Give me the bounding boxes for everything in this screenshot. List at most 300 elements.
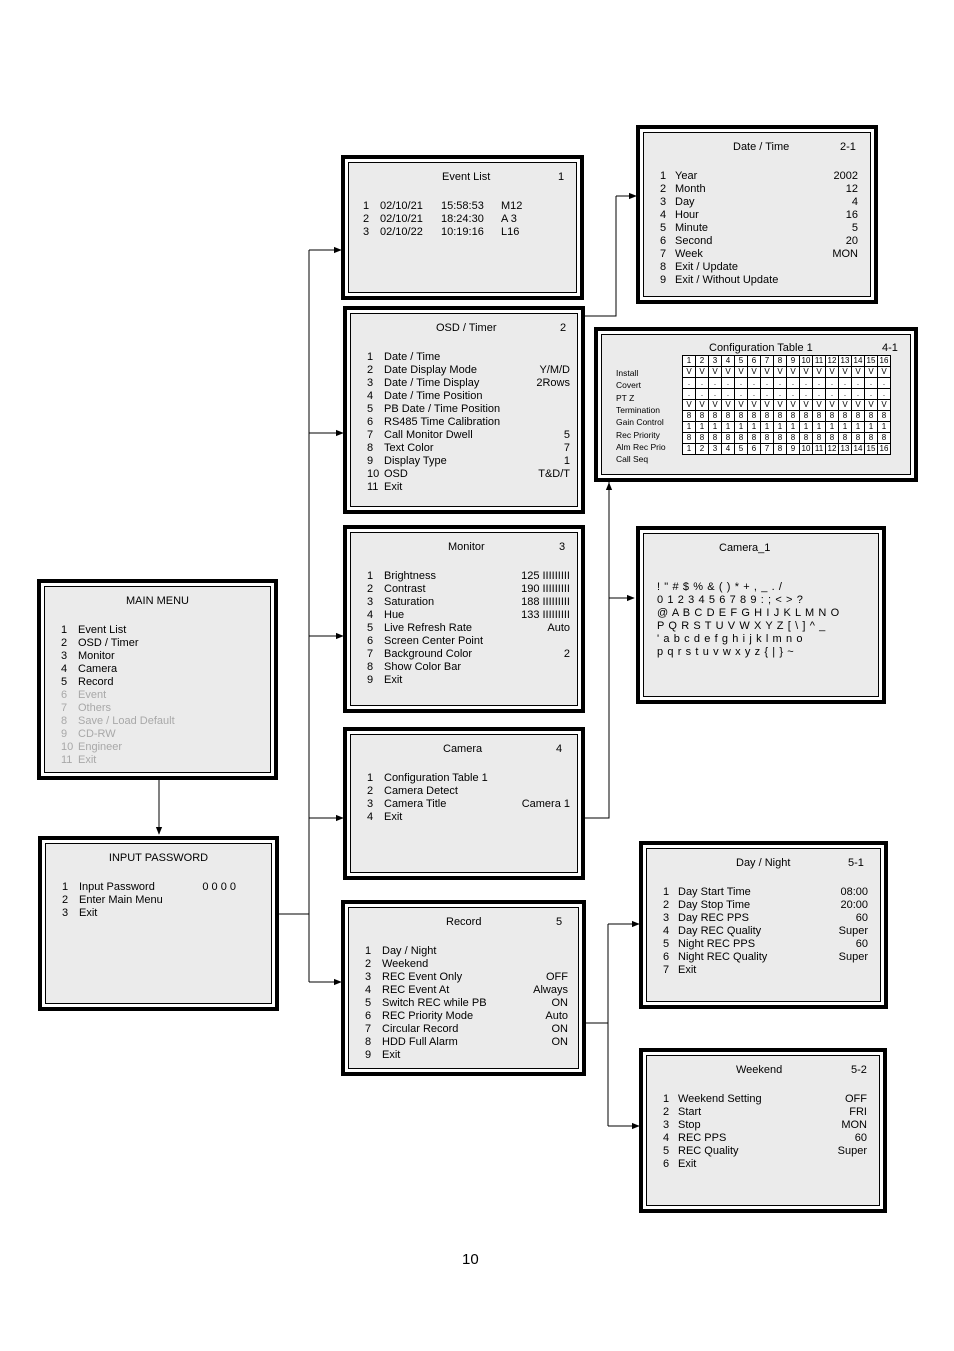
monitor-panel <box>343 525 585 713</box>
config-cell: 8 <box>839 411 852 422</box>
config-cell: 8 <box>774 433 787 444</box>
config-header-cell: 14 <box>852 356 865 367</box>
menu-item <box>663 951 868 964</box>
menu-item-label: Exit <box>79 907 98 919</box>
config-cell: . <box>735 378 748 389</box>
menu-item <box>365 945 568 958</box>
config-table-panel <box>594 327 918 482</box>
config-cell: 8 <box>748 433 761 444</box>
config-cell: 1 <box>839 422 852 433</box>
config-cell: 8 <box>826 411 839 422</box>
config-cell: 1 <box>800 422 813 433</box>
config-cell: . <box>722 378 735 389</box>
menu-item-value: OFF <box>546 971 568 983</box>
menu-item-label: Screen Center Point <box>384 635 484 647</box>
menu-item-value: ON <box>551 1036 568 1048</box>
menu-item-value: MON <box>832 248 858 260</box>
config-cell: . <box>878 378 891 389</box>
menu-item-label: REC Event At <box>382 984 450 996</box>
menu-item-number: 10 <box>367 468 380 480</box>
character-row: ! " # $ % & ( ) * + , _ . / <box>657 581 783 593</box>
config-cell: 8 <box>878 411 891 422</box>
config-cell: 11 <box>813 444 826 455</box>
menu-item-value: 5 <box>563 429 570 441</box>
menu-item <box>61 715 245 728</box>
panel-page-number: 5-1 <box>848 857 864 869</box>
menu-item-number: 3 <box>367 798 374 810</box>
input-password-panel <box>38 836 279 1011</box>
menu-item <box>367 429 570 442</box>
menu-item-value: 0 0 0 0 <box>202 881 236 893</box>
menu-item-value: 60 <box>855 912 868 924</box>
config-cell: 1 <box>683 444 696 455</box>
menu-item <box>367 377 570 390</box>
menu-item-value: Super <box>837 1145 867 1157</box>
menu-item-value: ON <box>551 1023 568 1035</box>
menu-item <box>663 1106 867 1119</box>
panel-page-number: 1 <box>558 171 565 183</box>
menu-item-value: 08:00 <box>840 886 868 898</box>
menu-item-value: 2Rows <box>536 377 570 389</box>
menu-item-label: Brightness <box>384 570 436 582</box>
menu-item-label: Weekend <box>382 958 429 970</box>
config-cell: . <box>761 378 774 389</box>
panel-page-number: 5-2 <box>851 1064 867 1076</box>
config-cell: 1 <box>852 422 865 433</box>
config-cell: 8 <box>748 411 761 422</box>
config-cell: V <box>761 367 774 378</box>
config-cell: 3 <box>709 444 722 455</box>
menu-item-label: Minute <box>675 222 709 234</box>
menu-item-value: 16 <box>845 209 858 221</box>
config-cell: 6 <box>748 444 761 455</box>
menu-item-number: 8 <box>365 1036 372 1048</box>
panel-title: Day / Night <box>736 857 791 869</box>
menu-item-number: 5 <box>365 997 372 1009</box>
panel-page-number: 2 <box>560 322 567 334</box>
config-cell: V <box>722 367 735 378</box>
config-cell: 2 <box>696 444 709 455</box>
config-cell: V <box>774 400 787 411</box>
config-cell: 8 <box>787 411 800 422</box>
menu-item-label: Exit <box>384 674 403 686</box>
menu-item-number: 6 <box>663 1158 670 1170</box>
menu-item-number: 5 <box>660 222 667 234</box>
menu-item <box>61 689 245 702</box>
config-row-label: PT Z <box>616 392 635 403</box>
menu-item <box>663 925 868 938</box>
menu-item-label: Date Display Mode <box>384 364 477 376</box>
menu-item-value: 5 <box>851 222 858 234</box>
menu-item-number: 2 <box>367 583 374 595</box>
event-number: 1 <box>363 200 370 212</box>
config-header-cell: 13 <box>839 356 852 367</box>
menu-item-number: 5 <box>61 676 68 688</box>
config-cell: 9 <box>787 444 800 455</box>
menu-item-label: Day Start Time <box>678 886 751 898</box>
config-cell: V <box>748 400 761 411</box>
menu-item-label: REC PPS <box>678 1132 727 1144</box>
event-code: A 3 <box>501 213 517 225</box>
config-grid <box>682 355 891 455</box>
event-number: 3 <box>363 226 370 238</box>
menu-item <box>663 938 868 951</box>
menu-item-value: 20 <box>845 235 858 247</box>
menu-item-value: 60 <box>855 938 868 950</box>
menu-item <box>660 248 858 261</box>
config-cell: V <box>852 400 865 411</box>
config-cell: . <box>865 378 878 389</box>
config-cell: . <box>800 378 813 389</box>
config-cell: . <box>878 389 891 400</box>
config-cell: 8 <box>722 433 735 444</box>
config-cell: V <box>709 400 722 411</box>
config-row <box>683 378 891 389</box>
menu-item-value: 133 IIIIIIIII <box>521 609 570 621</box>
panel-title: OSD / Timer <box>436 322 497 334</box>
menu-item-label: Others <box>78 702 112 714</box>
menu-item <box>663 1145 867 1158</box>
menu-item-label: Text Color <box>384 442 434 454</box>
menu-item-value: Auto <box>547 622 570 634</box>
menu-item-number: 3 <box>62 907 69 919</box>
menu-item-number: 7 <box>660 248 667 260</box>
menu-item-label: Day REC Quality <box>678 925 762 937</box>
menu-item <box>367 583 570 596</box>
page-number: 10 <box>462 1251 479 1268</box>
config-cell: 1 <box>787 422 800 433</box>
menu-item-number: 9 <box>365 1049 372 1061</box>
menu-item-label: OSD / Timer <box>78 637 139 649</box>
config-cell: V <box>722 400 735 411</box>
menu-item-number: 10 <box>61 741 74 753</box>
event-number: 2 <box>363 213 370 225</box>
menu-item <box>61 728 245 741</box>
menu-item-number: 3 <box>367 596 374 608</box>
panel-title: INPUT PASSWORD <box>108 852 209 864</box>
config-cell: 15 <box>865 444 878 455</box>
event-row <box>363 200 563 213</box>
panel-title: Camera <box>443 743 483 755</box>
menu-item-label: Camera <box>78 663 118 675</box>
menu-item <box>663 912 868 925</box>
main-menu-panel <box>37 579 278 780</box>
menu-item-label: Live Refresh Rate <box>384 622 473 634</box>
config-cell: 8 <box>852 411 865 422</box>
menu-item <box>660 170 858 183</box>
menu-item-number: 9 <box>367 674 374 686</box>
config-header-cell: 10 <box>800 356 813 367</box>
config-cell: V <box>826 400 839 411</box>
config-row <box>683 444 891 455</box>
menu-item <box>365 1023 568 1036</box>
menu-item-number: 2 <box>61 637 68 649</box>
menu-item-number: 6 <box>660 235 667 247</box>
config-cell: 1 <box>722 422 735 433</box>
config-cell: V <box>696 400 709 411</box>
config-cell: 8 <box>800 411 813 422</box>
menu-item-label: Exit <box>384 481 403 493</box>
config-cell: . <box>735 389 748 400</box>
character-row: p q r s t u v w x y z { | } ~ <box>657 646 795 658</box>
menu-item-value: Y/M/D <box>539 364 570 376</box>
character-row: P Q R S T U V W X Y Z [ \ ] ^ _ <box>657 620 826 632</box>
config-cell: 1 <box>826 422 839 433</box>
menu-item <box>367 416 570 429</box>
menu-item <box>61 702 245 715</box>
config-header-cell: 4 <box>722 356 735 367</box>
config-cell: V <box>852 367 865 378</box>
menu-item-value: OFF <box>845 1093 867 1105</box>
config-cell: 13 <box>839 444 852 455</box>
config-cell: V <box>735 400 748 411</box>
config-cell: 1 <box>761 422 774 433</box>
config-cell: 8 <box>709 411 722 422</box>
menu-item <box>365 997 568 1010</box>
menu-item-number: 9 <box>660 274 667 286</box>
menu-item-number: 7 <box>61 702 68 714</box>
menu-item-number: 4 <box>367 811 374 823</box>
config-cell: . <box>748 389 761 400</box>
menu-item <box>660 274 858 287</box>
menu-item <box>365 984 568 997</box>
config-cell: . <box>761 389 774 400</box>
menu-item-number: 1 <box>660 170 667 182</box>
config-cell: V <box>865 367 878 378</box>
config-row-label: Covert <box>616 380 642 391</box>
menu-item-label: Exit / Without Update <box>675 274 779 286</box>
config-cell: V <box>787 367 800 378</box>
config-cell: V <box>683 400 696 411</box>
config-cell: 8 <box>839 433 852 444</box>
config-header-cell: 7 <box>761 356 774 367</box>
menu-item <box>367 455 570 468</box>
osd-timer-panel <box>343 306 585 514</box>
config-cell: . <box>774 389 787 400</box>
menu-item-number: 1 <box>367 772 374 784</box>
panel-title: Date / Time <box>733 141 790 153</box>
panel-title: Weekend <box>736 1064 783 1076</box>
menu-item-label: PB Date / Time Position <box>384 403 501 415</box>
menu-item-label: Save / Load Default <box>78 715 175 727</box>
menu-item-label: Date / Time Position <box>384 390 483 402</box>
menu-item <box>61 754 245 767</box>
menu-item-label: Year <box>675 170 698 182</box>
menu-item-number: 1 <box>367 570 374 582</box>
config-cell: V <box>683 367 696 378</box>
menu-item-number: 4 <box>663 1132 670 1144</box>
menu-item <box>367 481 570 494</box>
config-cell: 1 <box>683 422 696 433</box>
menu-item <box>367 468 570 481</box>
menu-item-number: 2 <box>663 1106 670 1118</box>
config-cell: 8 <box>735 411 748 422</box>
config-cell: 8 <box>683 411 696 422</box>
event-time: 18:24:30 <box>441 213 484 225</box>
menu-item <box>62 907 236 920</box>
menu-item-number: 3 <box>663 1119 670 1131</box>
config-cell: 10 <box>800 444 813 455</box>
config-cell: 14 <box>852 444 865 455</box>
menu-item-label: Show Color Bar <box>384 661 462 673</box>
config-cell: . <box>865 389 878 400</box>
menu-item <box>367 635 570 648</box>
config-cell: V <box>735 367 748 378</box>
menu-item-label: Input Password <box>79 881 155 893</box>
panel-title: Record <box>446 916 482 928</box>
config-cell: 7 <box>761 444 774 455</box>
config-header-cell: 16 <box>878 356 891 367</box>
config-cell: V <box>748 367 761 378</box>
menu-item <box>367 596 570 609</box>
menu-item-label: Exit / Update <box>675 261 738 273</box>
menu-item <box>367 442 570 455</box>
menu-item-number: 6 <box>367 416 374 428</box>
camera-panel <box>343 727 585 880</box>
config-cell: . <box>813 378 826 389</box>
config-cell: . <box>696 389 709 400</box>
menu-item-value: 20:00 <box>840 899 868 911</box>
menu-item-value: Always <box>533 984 568 996</box>
menu-item-number: 4 <box>663 925 670 937</box>
config-row-label: Gain Control <box>616 417 664 428</box>
config-cell: 8 <box>696 433 709 444</box>
menu-item-value: 1 <box>563 455 570 467</box>
menu-item-number: 4 <box>367 609 374 621</box>
config-header-cell: 2 <box>696 356 709 367</box>
menu-item-number: 6 <box>61 689 68 701</box>
config-cell: V <box>696 367 709 378</box>
menu-item-value: 60 <box>854 1132 867 1144</box>
character-row: @ A B C D E F G H I J K L M N O <box>657 607 840 619</box>
menu-item-label: Engineer <box>78 741 123 753</box>
config-cell: 8 <box>826 433 839 444</box>
menu-item-number: 1 <box>365 945 372 957</box>
config-cell: 8 <box>800 433 813 444</box>
menu-item <box>367 785 570 798</box>
menu-item <box>365 1010 568 1023</box>
menu-item <box>367 364 570 377</box>
menu-item <box>365 958 568 971</box>
menu-item-label: Exit <box>384 811 403 823</box>
config-cell: 8 <box>761 411 774 422</box>
menu-item-number: 4 <box>61 663 68 675</box>
panel-page-number: 3 <box>559 541 566 553</box>
menu-item-number: 8 <box>367 661 374 673</box>
menu-item-label: REC Quality <box>678 1145 739 1157</box>
menu-item-label: HDD Full Alarm <box>382 1036 458 1048</box>
menu-item <box>367 674 570 687</box>
menu-item-label: Second <box>675 235 713 247</box>
config-cell: V <box>761 400 774 411</box>
menu-item-label: Configuration Table 1 <box>384 772 488 784</box>
config-cell: 16 <box>878 444 891 455</box>
menu-item <box>365 1049 568 1062</box>
menu-item-value: T&D/T <box>538 468 570 480</box>
event-row <box>363 226 563 239</box>
menu-item-number: 2 <box>660 183 667 195</box>
menu-item <box>61 741 245 754</box>
menu-item-label: Day <box>675 196 695 208</box>
menu-item-value: 125 IIIIIIIII <box>521 570 570 582</box>
menu-item-label: Month <box>675 183 706 195</box>
config-header-cell: 5 <box>735 356 748 367</box>
menu-item <box>62 894 236 907</box>
menu-item-label: Saturation <box>384 596 435 608</box>
config-row <box>683 433 891 444</box>
menu-item-value: Auto <box>545 1010 568 1022</box>
config-cell: V <box>878 400 891 411</box>
menu-item-label: Exit <box>78 754 97 766</box>
event-row <box>363 213 563 226</box>
event-time: 15:58:53 <box>441 200 484 212</box>
menu-item-number: 6 <box>367 635 374 647</box>
menu-item <box>660 183 858 196</box>
menu-item-number: 7 <box>365 1023 372 1035</box>
config-cell: 8 <box>709 433 722 444</box>
menu-item-value: 12 <box>845 183 858 195</box>
config-cell: 8 <box>878 433 891 444</box>
config-row <box>683 389 891 400</box>
menu-item-label: OSD <box>384 468 408 480</box>
config-header-cell: 11 <box>813 356 826 367</box>
config-cell: 1 <box>865 422 878 433</box>
menu-item-label: Display Type <box>384 455 447 467</box>
event-list-panel <box>341 155 584 300</box>
config-header-cell: 15 <box>865 356 878 367</box>
config-cell: . <box>683 378 696 389</box>
event-date: 02/10/21 <box>380 200 423 212</box>
menu-item-number: 11 <box>367 481 379 493</box>
menu-item-label: Stop <box>678 1119 701 1131</box>
menu-item-number: 6 <box>663 951 670 963</box>
config-header-cell: 9 <box>787 356 800 367</box>
config-cell: 8 <box>761 433 774 444</box>
menu-item-number: 5 <box>663 938 670 950</box>
menu-item-number: 8 <box>61 715 68 727</box>
config-cell: . <box>787 378 800 389</box>
menu-item <box>660 196 858 209</box>
config-cell: . <box>696 378 709 389</box>
config-header-row <box>683 356 891 367</box>
config-cell: 8 <box>865 411 878 422</box>
config-cell: 8 <box>852 433 865 444</box>
menu-item-label: Camera Detect <box>384 785 458 797</box>
config-cell: . <box>709 389 722 400</box>
config-row <box>683 411 891 422</box>
menu-item <box>660 235 858 248</box>
config-cell: . <box>774 378 787 389</box>
menu-item-label: Exit <box>678 964 697 976</box>
menu-item-label: Week <box>675 248 703 260</box>
menu-item-number: 4 <box>365 984 372 996</box>
panel-title: Configuration Table 1 <box>709 342 813 354</box>
config-cell: 1 <box>696 422 709 433</box>
config-cell: . <box>722 389 735 400</box>
menu-item-label: Event List <box>78 624 127 636</box>
config-cell: 8 <box>735 433 748 444</box>
menu-item-number: 5 <box>367 403 374 415</box>
menu-item <box>61 650 245 663</box>
panel-page-number: 4 <box>556 743 563 755</box>
menu-item <box>61 663 245 676</box>
config-cell: 4 <box>722 444 735 455</box>
panel-title: MAIN MENU <box>126 595 189 607</box>
menu-item-label: Hue <box>384 609 405 621</box>
menu-item-value: 4 <box>851 196 858 208</box>
config-cell: . <box>852 389 865 400</box>
menu-item-label: RS485 Time Calibration <box>384 416 501 428</box>
